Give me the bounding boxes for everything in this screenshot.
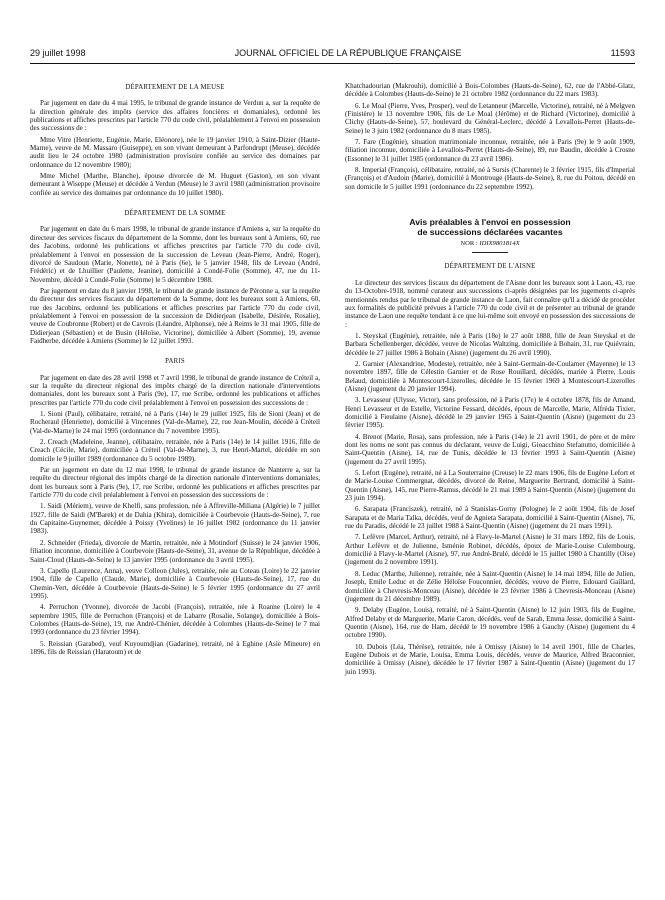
paragraph: 7. Lefèvre (Marcel, Arthur), retraité, né à Flavy-le-Martel (Aisne) le 31 mars 1892, fils de Louis, Arthur Lefèvre et de Julienne, Isménie Robinet, décédés, époux de Marie-Louise Culembourg, domicilié à Flavy-le-Martel (Aisne), 97, rue André-Brulé, décédé le 15 juillet 1980 à Chantilly (Oise) (jugement du 2 novembre 1991). — [345, 533, 635, 567]
paragraph: 10. Dubois (Léa, Thérèse), retraitée, née à Omissy (Aisne) le 14 avril 1901, fille de Charles, Eugène Dubois et de Marie, Louisa, Emma Louis, décédés, veuve de Maurice, Alfred Braconnier, domiciliée à Omissy (Aisne), décédée le 17 février 1987 à Saint-Quentin (Aisne) (jugement du 17 juin 1993). — [345, 642, 635, 676]
paragraph: 3. Capello (Laurence, Anna), veuve Colleon (Jules), retraitée, née au Coteau (Loire) le 22 janvier 1904, fille de Capello (Claude, Marie), domiciliée à Courbevoie (Hauts-de-Seine), 17, rue du Chemin-Vert, décédée à Courbevoie (Hauts-de-Seine) le 5 février 1995 (ordonnance du 27 avril 1995). — [30, 566, 320, 600]
paragraph: Mme Vitre (Henriette, Eugénie, Marie, Eléonore), née le 19 janvier 1910, à Saint-Dizier (Haute-Marne), veuve de M. Massaro (Guiseppe), en son vivant demeurant à Parfondrupt (Meuse), décédée audit lieu le 24 octobre 1980 (administration provisoire confiée au service des domaines par ordonnance du 12 novembre 1980); — [30, 135, 320, 169]
paragraph: 2. Creach (Madeleine, Jeanne), célibataire, retraitée, née à Paris (14e) le 14 juillet 1916, fille de Creach (Cécile, Marie), domiciliée à Créteil (Val-de-Marne), 3, rue Henri-Martel, décédée en son domicile le 9 juillet 1989 (ordonnance du 5 octobre 1989). — [30, 438, 320, 463]
paragraph: Par jugement en date des 28 avril 1998 et 7 avril 1998, le tribunal de grande instance de Créteil a, sur la requête du directeur régional des impôts chargé de la direction nationale d'interventions domaniales, dont les bureaux sont à Paris (9e), 17, rue Scribe, ordonné les publications et affiches prescrites par l'article 770 du code civil préalablement à l'envoi en possession des successions de : — [30, 373, 320, 407]
divider — [472, 252, 508, 253]
paragraph: Khatchadourian (Makrouhi), domicilié à Bois-Colombes (Hauts-de-Seine), 62, rue de l'Abbé-Glatz, décédée à Colombes (Hauts-de-Seine) le 21 octobre 1982 (ordonnance du 22 mars 1983). — [345, 82, 635, 99]
section-heading-somme: DÉPARTEMENT DE LA SOMME — [124, 210, 226, 218]
nor-label: NOR : — [460, 240, 480, 248]
header-journal-title: JOURNAL OFFICIEL DE LA RÉPUBLIQUE FRANÇAISE — [234, 48, 462, 58]
header-date: 29 juillet 1998 — [30, 48, 86, 58]
paragraph: 1. Steyskal (Eugénie), retraitée, née à Paris (18e) le 27 août 1888, fille de Jean Steyskal et de Barbara Schellenberger, décédée, veuve de Nicolas Waltzing, domiciliée à Bohain, 31, rue Quiévrain, décédée le 27 juillet 1986 à Bohain (Aisne) (jugement du 26 avril 1990). — [345, 331, 635, 357]
paragraph: 4. Brenot (Marie, Rosa), sans profession, née à Paris (14e) le 21 avril 1901, de père et de mère dont les noms ne sont pas connus du déclarant, veuve de Luigi, Gioacchino Stefanutto, domiciliée à Saint-Quentin (Aisne), 14, rue de Tunis, décédée le 13 février 1993 à Saint-Quentin (Aisne) (jugement du 27 avril 1995). — [345, 432, 635, 466]
paragraph: 2. Schneider (Frieda), divorcée de Martin, retraitée, née à Motindorf (Suisse) le 24 janvier 1906, filiation inconnue, domiciliée à Courbevoie (Hauts-de-Seine), 31, avenue de la République, décédée à Saint-Cloud (Hauts-de-Seine) le 13 janvier 1995 (ordonnance du 3 avril 1995). — [30, 538, 320, 564]
nor-code: IDIX9801814X — [479, 240, 520, 248]
notice-title-line: de successions déclarées vacantes — [417, 227, 563, 238]
header-page-number: 11593 — [610, 48, 635, 58]
paragraph: 1. Saidi (Mériem), veuve de Khelfi, sans profession, née à Affreville-Miliana (Algérie) le 7 juillet 1927, fille de Saidi (M'Barek) et de Dahia (Khira), domiciliée à Courbevoie (Hauts-de-Seine), 7, rue du Capitaine-Guynemer, décédée à Poissy (Yvelines) le 16 juillet 1982 (ordonnance du 11 janvier 1983). — [30, 502, 320, 536]
paragraph: 1. Sioni (Paul), célibataire, retraité, né à Paris (14e) le 29 juillet 1925, fils de Sioni (Jean) et de Rocheraul (Henriette), domicilié à Vincennes (Val-de-Marne), 22, rue Jean-Moulin, décédé à Créteil (Val-de-Marne) le 24 mai 1995 (ordonnance du 7 novembre 1995). — [30, 410, 320, 435]
paragraph: 5. Reissian (Garabed), veuf Kuyoumdjian (Gadarine), retraité, né à Eghine (Asie Mineure) en 1896, fils de Reissian (Haratoum) et de — [30, 639, 320, 656]
section-heading-meuse: DÉPARTEMENT DE LA MEUSE — [125, 84, 225, 91]
page-header — [30, 48, 635, 62]
right-column — [345, 82, 635, 679]
paragraph: 7. Fare (Eugénie), situation matrimoniale inconnue, retraitée, née à Paris (9e) le 9 août 1909, filiation inconnue, domiciliée à Levallois-Perret (Hauts-de-Seine), 89, rue Baudin, décédée à Crosne (Essonne) le 31 juillet 1985 (ordonnance du 23 avril 1986). — [345, 138, 635, 163]
paragraph: 6. Sarapata (Franciszek), retraité, né à Stanislas-Gorny (Pologne) le 2 août 1904, fils de Josef Sarapata et de Maria Talka, décédés, veuf de Agnieta Sarapata, domicilié à Saint-Quentin (Aisne), 76, rue du Paradis, décédé le 23 juillet 1988 à Saint-Quentin (Aisne) (jugement du 21 mars 1991). — [345, 505, 635, 531]
paragraph: 9. Delaby (Eugène, Louis), retraité, né à Saint-Quentin (Aisne) le 12 juin 1903, fils de Eugène, Alfred Delaby et de Marguerite, Marie Caron, décédés, veuf de Sarah, Emma Jesse, domicilié à Saint-Quentin (Aisne), 164, rue de Ham, décédé le 19 novembre 1986 à Gauchy (Aisne) (jugement du 4 octobre 1990). — [345, 606, 635, 640]
left-column — [30, 82, 320, 659]
paragraph: 5. Lefort (Eugène), retraité, né à La Souterraine (Creuse) le 22 mars 1906, fils de Eugène Lefort et de Marie-Louise Commergnat, décédés, divorcé de Reine, Marguerite Bertrand, domicilié à Saint-Quentin (Aisne), 145, rue Pierre-Ramus, décédé le 21 mai 1989 à Saint-Quentin (Aisne) (jugement du 23 juin 1994). — [345, 469, 635, 503]
paragraph: 3. Levasseur (Ulysse, Victor), sans profession, né à Paris (17e) le 4 octobre 1878, fils de Amand, Henri Levasseur et de Estelle, Victorine Fessard, décédés, époux de Marcelle, Marie, Alfréda Tixier, domicilié à Fieulaine (Aisne), décédé le 29 janvier 1965 à Saint-Quentin (Aisne) (jugement du 23 février 1995). — [345, 396, 635, 430]
paragraph: 8. Imperial (François), célibataire, retraité, né à Sursis (Charente) le 3 février 1915, fils d'Imperial (François) et d'Audoin (Marie), domicilié à Montrouge (Hauts-de-Seine), 8, rue du Poitou, décédé en son domicile le 5 juillet 1991 (ordonnance du 22 septembre 1992). — [345, 166, 635, 191]
paragraph: Par jugement en date du 6 mars 1998, le tribunal de grande instance d'Amiens a, sur la requête du directeur des services fiscaux du département de la Somme, dont les bureaux sont à Amiens, 60, rue des Jacobins, ordonné les publications et affiches prescrites par l'article 770 du code civil, préalablement à l'envoi en possession de la succession de Leveau (Jean-Pierre, André, Roger), divorcé de Saudoun (Marie, Nonette), né à Paris (6e), le 5 janvier 1948, fils de Leveau (André, Frédéric) et de Lhuillier (Paulette, Jeanine), domicilié à Condé-Folie (Somme), 47, rue du 11-Novembre, décédé à Condé-Folie (Somme) le 5 décembre 1988. — [30, 225, 320, 284]
paragraph: 6. Le Moal (Pierre, Yves, Prosper), veuf de Letanneur (Marcelle, Victorine), retraité, né à Melgven (Finistère) le 13 novembre 1906, fils de Le Moal (Jérôme) et de Richard (Victorine), domicilié à Clichy (Hauts-de-Seine), 57, boulevard du Général-Leclerc, décédé à Levallois-Perret (Hauts-de-Seine) le 3 juin 1982 (ordonnance du 8 mars 1985). — [345, 101, 635, 135]
header-rule — [30, 63, 635, 64]
paragraph: Le directeur des services fiscaux du département de l'Aisne dont les bureaux sont à Laon, 43, rue du 13-Octobre-1918, nommé curateur aux successions ci-après désignées par les jugements ci-après mentionnés rendus par le tribunal de grande instance de Laon, fait connaître qu'il a décidé de procéder aux formalités de publicité prévues à l'article 770 du code civil et de présenter au tribunal de grande instance de Laon une requête tendant à ce que lui-même soit envoyé en possession des successions de : — [345, 278, 635, 329]
paragraph: Par jugement en date du 8 janvier 1998, le tribunal de grande instance de Péronne a, sur la requête du directeur des services fiscaux du département de la Somme, dont les bureaux sont à Amiens, 60, rue des Jacobins, ordonné les publications et affiches prescrites par l'article 770 du code civil, préalablement à l'envoi en possession de la succession de Didierjean (Isabelle, Désirée, Rosalie), veuve de Coubronne (Robert) et de Cavrois (Léandre, Alphonse), née à Reims le 31 mai 1905, fille de Didierjean (Sébastien) et de Busin (Héloïse, Victorine), domiciliée à Albert (Somme), 19, avenue Faidherbe, décédée à Amiens (Somme) le 12 juillet 1993. — [30, 286, 320, 345]
paragraph: 2. Garnier (Alexandrine, Modeste), retraitée, née à Saint-Germain-de-Coulamer (Mayenne) le 13 novembre 1897, fille de Célestin Garnier et de Rose Rouillard, décédés, mariée à Pierre, Louis Belaud, domiciliée à Montescourt-Lizerolles, décédée le 15 février 1969 à Montescourt-Lizerolles (Aisne) (jugement du 20 janvier 1994). — [345, 359, 635, 393]
paragraph: Mme Michel (Marthe, Blanche), épouse divorcée de M. Huguet (Gaston), en son vivant demeurant à Wiseppe (Meuse) et décédée à Verdun (Meuse) le 3 avril 1980 (administration provisoire confiée au service des domaines par ordonnance du 10 juillet 1980). — [30, 172, 320, 197]
notice-title-line: Avis préalables à l'envoi en possession — [409, 217, 571, 228]
section-heading-paris: PARIS — [165, 358, 185, 366]
notice-title — [345, 217, 635, 237]
paragraph: 8. Leduc (Marthe, Julienne), retraitée, née à Saint-Quentin (Aisne) le 14 mai 1894, fille de Julien, Joseph, Emile Leduc et de Zélie Héloïse Fouconnier, décédés, veuve de Pierre, Edouard Gaillard, domiciliée à Chevresis-Monceau (Aisne), décédée le 23 février 1986 à Chevresis-Monceau (Aisne) (jugement du 21 décembre 1989). — [345, 569, 635, 603]
paragraph: 4. Perruchon (Yvonne), divorcée de Jacobi (François), retraitée, née à Roanne (Loire) le 4 septembre 1905, fille de Perruchon (François) et de Labarre (Rosalie, Solange), domiciliée à Bois-Colombes (Hauts-de-Seine), 19, rue André-Chénier, décédée à Colombes (Hauts-de-Seine) le 7 mai 1993 (ordonnance du 23 février 1994). — [30, 603, 320, 637]
paragraph: Par jugement en date du 4 mai 1995, le tribunal de grande instance de Verdun a, sur la requête de la direction générale des impôts (service des affaires foncières et domaniales), ordonné les publications et affiches prescrites par l'article 770 du code civil, préalablement à l'envoi en possession des successions de : — [30, 99, 320, 133]
nor-reference — [345, 240, 635, 248]
paragraph: Par un jugement en date du 12 mai 1998, le tribunal de grande instance de Nanterre a, sur la requête du directeur régional des impôts chargé de la direction nationale d'interventions domaniales, dont les bureaux sont à Paris (9e), 17, rue Scribe, ordonné les publications et affiches prescrites par l'article 770 du code civil préalablement à l'envoi en possession des successions de : — [30, 466, 320, 500]
section-heading-aisne: DÉPARTEMENT DE L'AISNE — [444, 263, 536, 271]
